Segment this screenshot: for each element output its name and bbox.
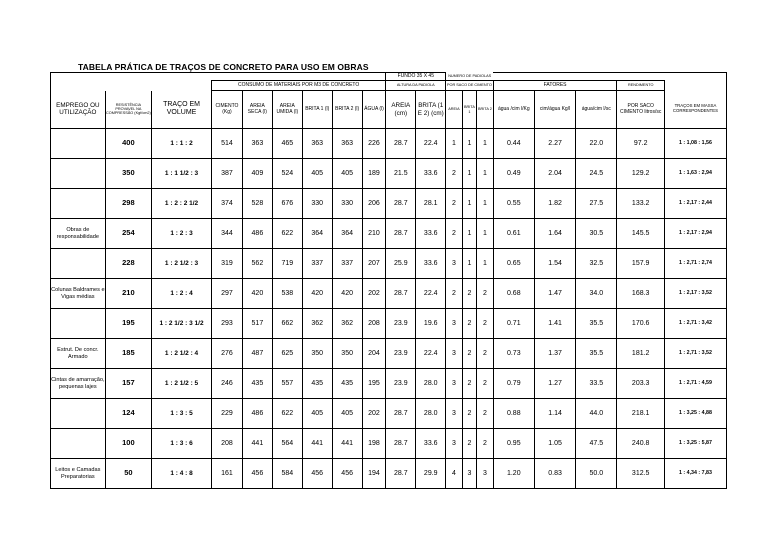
areia-umida-cell: 524 (272, 159, 302, 189)
agua-sc-cell: 30.5 (576, 219, 617, 249)
padiola-brita1-cell: 2 (462, 399, 476, 429)
brita-cm-cell: 33.6 (416, 159, 446, 189)
rendimento-cell: 218.1 (617, 399, 664, 429)
brita1-cell: 364 (302, 219, 332, 249)
agua-cim-cell: 0.44 (493, 129, 534, 159)
traco-cell: 1 : 2 : 3 (152, 219, 212, 249)
brita-cm-cell: 33.6 (416, 219, 446, 249)
agua-cell: 207 (362, 249, 386, 279)
agua-sc-cell: 33.5 (576, 369, 617, 399)
col-areia-cm: AREIA (cm) (386, 91, 416, 129)
col-resistencia: RESISTÊNCIA PROVAVEL NA COMPRESSÃO (Kgf/cm2) (105, 91, 151, 129)
tracos-massa-cell: 1 : 2,71 : 3,52 (664, 339, 726, 369)
brita-cm-cell: 33.6 (416, 429, 446, 459)
tracos-massa-cell: 1 : 1,63 : 2,94 (664, 159, 726, 189)
agua-cim-cell: 0.71 (493, 309, 534, 339)
brita-cm-cell: 28.0 (416, 369, 446, 399)
agua-sc-cell: 35.5 (576, 309, 617, 339)
brita-cm-cell: 28.0 (416, 399, 446, 429)
traco-cell: 1 : 3 : 6 (152, 429, 212, 459)
brita1-cell: 456 (302, 459, 332, 489)
areia-seca-cell: 562 (242, 249, 272, 279)
concrete-mix-table (50, 72, 727, 489)
agua-sc-cell: 22.0 (576, 129, 617, 159)
areia-seca-cell: 363 (242, 129, 272, 159)
cim-agua-cell: 1.05 (534, 429, 575, 459)
agua-sc-cell: 27.5 (576, 189, 617, 219)
resistencia-cell: 157 (105, 369, 151, 399)
agua-sc-cell: 32.5 (576, 249, 617, 279)
table-row (51, 279, 727, 309)
agua-cell: 208 (362, 309, 386, 339)
col-cim-agua: cim/água Kg/l (534, 91, 575, 129)
brita1-cell: 363 (302, 129, 332, 159)
padiola-areia-cell: 2 (446, 279, 463, 309)
cimento-cell: 297 (211, 279, 242, 309)
agua-cim-cell: 0.68 (493, 279, 534, 309)
agua-cim-cell: 0.49 (493, 159, 534, 189)
agua-cell: 189 (362, 159, 386, 189)
areia-umida-cell: 622 (272, 399, 302, 429)
brita2-cell: 350 (332, 339, 362, 369)
brita-cm-cell: 22.4 (416, 279, 446, 309)
padiola-brita1-cell: 2 (462, 339, 476, 369)
col-emprego: EMPREGO OU UTILIZAÇÃO (51, 91, 106, 129)
padiola-areia-cell: 4 (446, 459, 463, 489)
resistencia-cell: 100 (105, 429, 151, 459)
tracos-massa-cell: 1 : 4,34 : 7,83 (664, 459, 726, 489)
col-pad-brita2: BRITA 2 (477, 91, 494, 129)
rendimento-cell: 170.6 (617, 309, 664, 339)
traco-cell: 1 : 2 1/2 : 3 (152, 249, 212, 279)
cim-agua-cell: 1.27 (534, 369, 575, 399)
rendimento-cell: 133.2 (617, 189, 664, 219)
fatores-header: FATORES (493, 81, 617, 91)
brita-cm-cell: 29.9 (416, 459, 446, 489)
col-areia-seca: AREIA SECA (l) (242, 91, 272, 129)
traco-cell: 1 : 2 1/2 : 3 1/2 (152, 309, 212, 339)
emprego-cell: Cintas de amarração, pequenas lajes (51, 369, 106, 399)
areia-cm-cell: 28.7 (386, 219, 416, 249)
resistencia-cell: 124 (105, 399, 151, 429)
agua-cell: 194 (362, 459, 386, 489)
padiola-brita2-cell: 2 (477, 339, 494, 369)
cim-agua-cell: 1.54 (534, 249, 575, 279)
traco-cell: 1 : 3 : 5 (152, 399, 212, 429)
table-row (51, 129, 727, 159)
table-row (51, 159, 727, 189)
resistencia-cell: 350 (105, 159, 151, 189)
brita-cm-cell: 19.6 (416, 309, 446, 339)
areia-cm-cell: 28.7 (386, 399, 416, 429)
table-row (51, 399, 727, 429)
col-pad-areia: AREIA (446, 91, 463, 129)
brita2-cell: 420 (332, 279, 362, 309)
agua-cell: 202 (362, 279, 386, 309)
table-row (51, 429, 727, 459)
col-areia-umida: AREIA UMIDA (l) (272, 91, 302, 129)
cim-agua-cell: 1.64 (534, 219, 575, 249)
numero-padiolas-label: NUMERO DE PADIOLAS (446, 73, 493, 81)
rendimento-cell: 203.3 (617, 369, 664, 399)
padiola-brita2-cell: 2 (477, 309, 494, 339)
col-agua-cim: água /cim l/Kg (493, 91, 534, 129)
areia-seca-cell: 487 (242, 339, 272, 369)
areia-seca-cell: 486 (242, 219, 272, 249)
padiola-areia-cell: 3 (446, 399, 463, 429)
areia-seca-cell: 456 (242, 459, 272, 489)
padiola-brita1-cell: 2 (462, 429, 476, 459)
padiola-brita1-cell: 2 (462, 279, 476, 309)
agua-cell: 210 (362, 219, 386, 249)
tracos-massa-cell: 1 : 2,71 : 3,42 (664, 309, 726, 339)
rendimento-cell: 240.8 (617, 429, 664, 459)
table-row (51, 339, 727, 369)
cim-agua-cell: 2.27 (534, 129, 575, 159)
padiola-brita1-cell: 1 (462, 159, 476, 189)
emprego-cell: Leitos e Camadas Preparatorias (51, 459, 106, 489)
emprego-cell (51, 399, 106, 429)
padiola-brita2-cell: 1 (477, 249, 494, 279)
agua-cim-cell: 0.65 (493, 249, 534, 279)
areia-cm-cell: 28.7 (386, 189, 416, 219)
padiola-brita2-cell: 2 (477, 369, 494, 399)
agua-cim-cell: 0.88 (493, 399, 534, 429)
emprego-cell (51, 249, 106, 279)
table-row (51, 309, 727, 339)
resistencia-cell: 228 (105, 249, 151, 279)
brita2-cell: 441 (332, 429, 362, 459)
padiola-brita2-cell: 1 (477, 219, 494, 249)
col-brita2: BRITA 2 (l) (332, 91, 362, 129)
table-row (51, 249, 727, 279)
areia-umida-cell: 662 (272, 309, 302, 339)
areia-seca-cell: 409 (242, 159, 272, 189)
padiola-brita1-cell: 1 (462, 249, 476, 279)
emprego-cell (51, 429, 106, 459)
brita2-cell: 405 (332, 159, 362, 189)
rendimento-cell: 129.2 (617, 159, 664, 189)
cimento-cell: 229 (211, 399, 242, 429)
table-row (51, 189, 727, 219)
tracos-massa-cell: 1 : 3,25 : 4,88 (664, 399, 726, 429)
areia-umida-cell: 625 (272, 339, 302, 369)
altura-padiola-header: ALTURA DA PADIOLA (386, 81, 446, 91)
areia-cm-cell: 23.9 (386, 309, 416, 339)
areia-cm-cell: 23.9 (386, 369, 416, 399)
col-pad-brita1: BRITA 1 (462, 91, 476, 129)
areia-umida-cell: 557 (272, 369, 302, 399)
brita2-cell: 363 (332, 129, 362, 159)
rendimento-cell: 97.2 (617, 129, 664, 159)
padiola-brita1-cell: 2 (462, 309, 476, 339)
tracos-massa-cell: 1 : 1,08 : 1,56 (664, 129, 726, 159)
agua-sc-cell: 24.5 (576, 159, 617, 189)
table-row (51, 219, 727, 249)
agua-cell: 195 (362, 369, 386, 399)
areia-umida-cell: 719 (272, 249, 302, 279)
agua-cell: 226 (362, 129, 386, 159)
cimento-cell: 293 (211, 309, 242, 339)
tracos-massa-cell: 1 : 2,71 : 2,74 (664, 249, 726, 279)
table-title: TABELA PRÁTICA DE TRAÇOS DE CONCRETO PARA USO EM OBRAS (78, 62, 369, 72)
cim-agua-cell: 1.82 (534, 189, 575, 219)
resistencia-cell: 298 (105, 189, 151, 219)
padiola-areia-cell: 2 (446, 159, 463, 189)
tracos-massa-cell: 1 : 2,17 : 2,44 (664, 189, 726, 219)
areia-umida-cell: 564 (272, 429, 302, 459)
agua-cim-cell: 0.61 (493, 219, 534, 249)
padiola-areia-cell: 1 (446, 129, 463, 159)
brita-cm-cell: 33.6 (416, 249, 446, 279)
brita1-cell: 405 (302, 159, 332, 189)
areia-umida-cell: 584 (272, 459, 302, 489)
agua-sc-cell: 35.5 (576, 339, 617, 369)
table-row (51, 459, 727, 489)
tracos-massa-cell: 1 : 2,17 : 2,94 (664, 219, 726, 249)
padiola-areia-cell: 3 (446, 429, 463, 459)
agua-sc-cell: 50.0 (576, 459, 617, 489)
emprego-cell (51, 159, 106, 189)
resistencia-cell: 185 (105, 339, 151, 369)
agua-cim-cell: 0.95 (493, 429, 534, 459)
padiola-brita2-cell: 3 (477, 459, 494, 489)
areia-cm-cell: 28.7 (386, 129, 416, 159)
resistencia-cell: 195 (105, 309, 151, 339)
padiola-areia-cell: 2 (446, 189, 463, 219)
traco-cell: 1 : 4 : 8 (152, 459, 212, 489)
cimento-cell: 276 (211, 339, 242, 369)
col-saco-cimento: POR SACO CIMENTO litros/sc (617, 91, 664, 129)
tracos-massa-cell: 1 : 2,17 : 3,52 (664, 279, 726, 309)
traco-cell: 1 : 2 1/2 : 4 (152, 339, 212, 369)
areia-seca-cell: 486 (242, 399, 272, 429)
padiola-brita2-cell: 2 (477, 429, 494, 459)
agua-cim-cell: 0.55 (493, 189, 534, 219)
areia-seca-cell: 517 (242, 309, 272, 339)
rendimento-cell: 145.5 (617, 219, 664, 249)
emprego-cell (51, 129, 106, 159)
brita1-cell: 330 (302, 189, 332, 219)
brita1-cell: 362 (302, 309, 332, 339)
padiola-areia-cell: 3 (446, 369, 463, 399)
col-agua-sc: água/cim l/sc (576, 91, 617, 129)
cim-agua-cell: 1.14 (534, 399, 575, 429)
areia-umida-cell: 622 (272, 219, 302, 249)
resistencia-cell: 50 (105, 459, 151, 489)
col-agua: ÁGUA (l) (362, 91, 386, 129)
agua-cell: 202 (362, 399, 386, 429)
areia-seca-cell: 435 (242, 369, 272, 399)
col-tracos-massa: TRAÇOS EM MASSA CORRESPONDENTES (664, 91, 726, 129)
brita-cm-cell: 22.4 (416, 339, 446, 369)
col-brita1: BRITA 1 (l) (302, 91, 332, 129)
areia-seca-cell: 441 (242, 429, 272, 459)
col-traco: TRAÇO EM VOLUME (152, 91, 212, 129)
emprego-cell: Obras de responsabilidade (51, 219, 106, 249)
agua-cell: 206 (362, 189, 386, 219)
agua-sc-cell: 44.0 (576, 399, 617, 429)
agua-cim-cell: 1.20 (493, 459, 534, 489)
agua-sc-cell: 47.5 (576, 429, 617, 459)
cim-agua-cell: 0.83 (534, 459, 575, 489)
padiola-brita2-cell: 1 (477, 159, 494, 189)
padiola-areia-cell: 3 (446, 249, 463, 279)
brita1-cell: 441 (302, 429, 332, 459)
cimento-cell: 319 (211, 249, 242, 279)
resistencia-cell: 400 (105, 129, 151, 159)
cim-agua-cell: 1.41 (534, 309, 575, 339)
brita1-cell: 350 (302, 339, 332, 369)
brita2-cell: 405 (332, 399, 362, 429)
padiola-brita1-cell: 1 (462, 189, 476, 219)
brita-cm-cell: 28.1 (416, 189, 446, 219)
agua-cim-cell: 0.73 (493, 339, 534, 369)
brita2-cell: 435 (332, 369, 362, 399)
agua-cell: 204 (362, 339, 386, 369)
brita2-cell: 364 (332, 219, 362, 249)
cimento-cell: 344 (211, 219, 242, 249)
areia-cm-cell: 28.7 (386, 279, 416, 309)
cim-agua-cell: 2.04 (534, 159, 575, 189)
padiola-brita1-cell: 1 (462, 129, 476, 159)
rendimento-cell: 168.3 (617, 279, 664, 309)
traco-cell: 1 : 1 : 2 (152, 129, 212, 159)
agua-cell: 198 (362, 429, 386, 459)
cimento-cell: 387 (211, 159, 242, 189)
brita2-cell: 330 (332, 189, 362, 219)
tracos-massa-cell: 1 : 3,25 : 5,87 (664, 429, 726, 459)
cimento-cell: 161 (211, 459, 242, 489)
emprego-cell (51, 189, 106, 219)
emprego-cell: Colunas Baldrames e Vigas médias (51, 279, 106, 309)
por-saco-header: POR SACO DE CIMENTO (446, 81, 493, 91)
resistencia-cell: 210 (105, 279, 151, 309)
areia-cm-cell: 25.9 (386, 249, 416, 279)
resistencia-cell: 254 (105, 219, 151, 249)
brita1-cell: 420 (302, 279, 332, 309)
areia-seca-cell: 528 (242, 189, 272, 219)
brita1-cell: 405 (302, 399, 332, 429)
emprego-cell: Estrut. De concr. Armado (51, 339, 106, 369)
agua-sc-cell: 34.0 (576, 279, 617, 309)
cim-agua-cell: 1.37 (534, 339, 575, 369)
rendimento-header: RENDIMENTO (617, 81, 664, 91)
rendimento-cell: 157.9 (617, 249, 664, 279)
cimento-cell: 374 (211, 189, 242, 219)
areia-seca-cell: 420 (242, 279, 272, 309)
traco-cell: 1 : 1 1/2 : 3 (152, 159, 212, 189)
areia-umida-cell: 676 (272, 189, 302, 219)
agua-cim-cell: 0.79 (493, 369, 534, 399)
areia-cm-cell: 28.7 (386, 429, 416, 459)
traco-cell: 1 : 2 1/2 : 5 (152, 369, 212, 399)
padiola-brita2-cell: 2 (477, 399, 494, 429)
areia-cm-cell: 28.7 (386, 459, 416, 489)
col-cimento: CIMENTO (Kg) (211, 91, 242, 129)
cimento-cell: 246 (211, 369, 242, 399)
cimento-cell: 208 (211, 429, 242, 459)
brita1-cell: 435 (302, 369, 332, 399)
brita1-cell: 337 (302, 249, 332, 279)
padiola-brita2-cell: 1 (477, 189, 494, 219)
padiola-brita1-cell: 1 (462, 219, 476, 249)
consumo-header: CONSUMO DE MATERIAIS POR M3 DE CONCRETO (211, 81, 385, 91)
traco-cell: 1 : 2 : 2 1/2 (152, 189, 212, 219)
padiola-brita1-cell: 3 (462, 459, 476, 489)
padiola-areia-cell: 2 (446, 219, 463, 249)
areia-cm-cell: 21.5 (386, 159, 416, 189)
brita2-cell: 337 (332, 249, 362, 279)
rendimento-cell: 312.5 (617, 459, 664, 489)
areia-umida-cell: 538 (272, 279, 302, 309)
traco-cell: 1 : 2 : 4 (152, 279, 212, 309)
brita2-cell: 362 (332, 309, 362, 339)
brita2-cell: 456 (332, 459, 362, 489)
emprego-cell (51, 309, 106, 339)
cimento-cell: 514 (211, 129, 242, 159)
fundo-label: FUNDO 35 X 45 (386, 73, 446, 81)
areia-cm-cell: 23.9 (386, 339, 416, 369)
brita-cm-cell: 22.4 (416, 129, 446, 159)
table-row (51, 369, 727, 399)
padiola-areia-cell: 3 (446, 309, 463, 339)
padiola-brita2-cell: 2 (477, 279, 494, 309)
col-brita-cm: BRITA (1 E 2) (cm) (416, 91, 446, 129)
padiola-brita2-cell: 1 (477, 129, 494, 159)
tracos-massa-cell: 1 : 2,71 : 4,59 (664, 369, 726, 399)
padiola-areia-cell: 3 (446, 339, 463, 369)
rendimento-cell: 181.2 (617, 339, 664, 369)
areia-umida-cell: 465 (272, 129, 302, 159)
cim-agua-cell: 1.47 (534, 279, 575, 309)
padiola-brita1-cell: 2 (462, 369, 476, 399)
